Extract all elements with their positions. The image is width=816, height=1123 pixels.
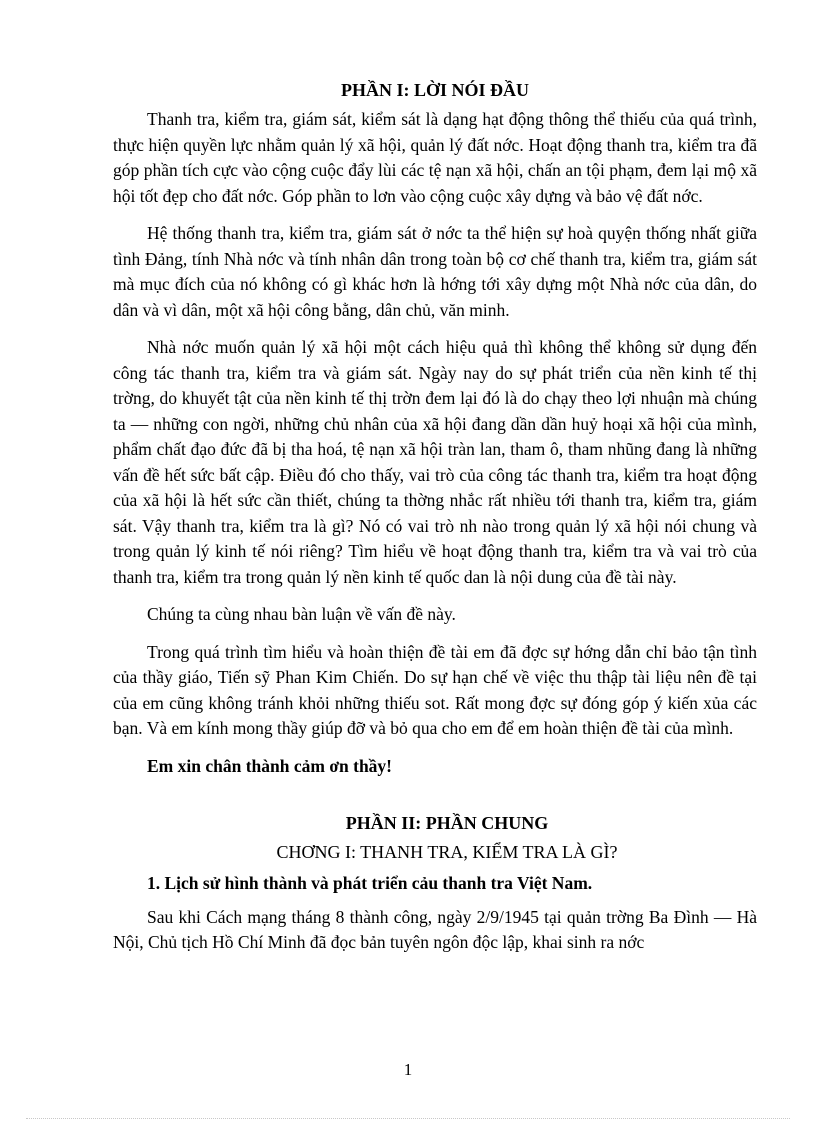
page-content <box>113 80 757 968</box>
part1-title: PHẦN I: LỜI NÓI ĐẦU <box>340 80 529 100</box>
paragraph-discussion: Chúng ta cùng nhau bàn luận về vấn đề này. <box>147 604 456 624</box>
paragraph-system: Hệ thống thanh tra, kiểm tra, giám sát ở nớc ta thể hiện sự hoà quyện thống nhất giữa tình Đảng, tính Nhà nớc và tính nhân dân trong toàn bộ cơ chế thanh tra, kiểm tra, giám sát mà mục đích của nó không có gì khác hơn là hớng tới xây dựng một Nhà nớc của dân, do dân và vì dân, một xã hội công bằng, dân chủ, văn minh. <box>113 223 757 320</box>
paragraph-acknowledgement: Trong quá trình tìm hiểu và hoàn thiện đề tài em đã đợc sự hớng dẫn chỉ bảo tận tình của thầy giáo, Tiến sỹ Phan Kim Chiến. Do sự hạn chế về việc thu thập tài liệu nên đề tại của em cũng không tránh khỏi những thiếu sot. Rất mong đợc sự đóng góp ý kiến xủa các bạn. Và em kính mong thầy giúp đỡ và bỏ qua cho em để em hoàn thiện đề tài của mình. <box>113 641 757 738</box>
paragraph-state: Nhà nớc muốn quản lý xã hội một cách hiệu quả thì không thể không sử dụng đến công tác thanh tra, kiểm tra và giám sát. Ngày nay do sự phát triển của nền kinh tế thị trờng, do khuyết tật của nền kinh tế thị trờn đem lại đó là do chạy theo lợi nhuận mà chúng ta — những con ngời, những chủ nhân của xã hội đang dần dần huỷ hoại xã hội của mình, phẩm chất đạo đức đã bị tha hoá, tệ nạn xã hội tràn lan, tham ô, tham nhũng đang là những vấn đề hết sức bất cập. Điều đó cho thấy, vai trò của công tác thanh tra, kiểm tra hoạt động của xã hội là hết sức cần thiết, chúng ta thờng nhắc rất nhiều tới thanh tra, kiểm tra, giám sát. Vậy thanh tra, kiểm tra là gì? Nó có vai trò nh nào trong quản lý xã hội nói chung và trong quản lý kinh tế nói riêng? Tìm hiểu về hoạt động thanh tra, kiểm tra và vai trò của thanh tra, kiểm tra trong quản lý nền kinh tế quốc dan là nội dung của đề tài này. <box>113 337 757 587</box>
paragraph-history: Sau khi Cách mạng tháng 8 thành công, ngày 2/9/1945 tại quản trờng Ba Đình — Hà Nội, Chủ tịch Hồ Chí Minh đã đọc bản tuyên ngôn độc lập, khai sinh ra nớc <box>113 906 757 952</box>
part2-title: PHẦN II: PHẦN CHUNG <box>345 813 549 833</box>
section-heading: 1. Lịch sử hình thành và phát triển cảu thanh tra Việt Nam. <box>147 873 593 893</box>
page-number: 1 <box>403 1060 413 1079</box>
thanks-line: Em xin chân thành cảm ơn thầy! <box>147 755 393 776</box>
chapter-title: CHƠNG I: THANH TRA, KIỂM TRA LÀ GÌ? <box>276 842 618 862</box>
paragraph-intro: Thanh tra, kiểm tra, giám sát, kiểm sát là dạng hạt động thông thể thiếu của quá trình, thực hiện quyền lực nhằm quản lý xã hội, quản lý đất nớc. Hoạt động thanh tra, kiểm tra đã góp phần tích cực vào cộng cuộc đẩy lùi các tệ nạn xã hội, chấn an tội phạm, đem lại mộ xã hội tốt đẹp cho đất nớc. Góp phần to lơn vào cộng cuộc xây dựng và bảo vệ đất nớc. <box>113 109 757 206</box>
page-bottom-divider <box>26 1118 790 1119</box>
